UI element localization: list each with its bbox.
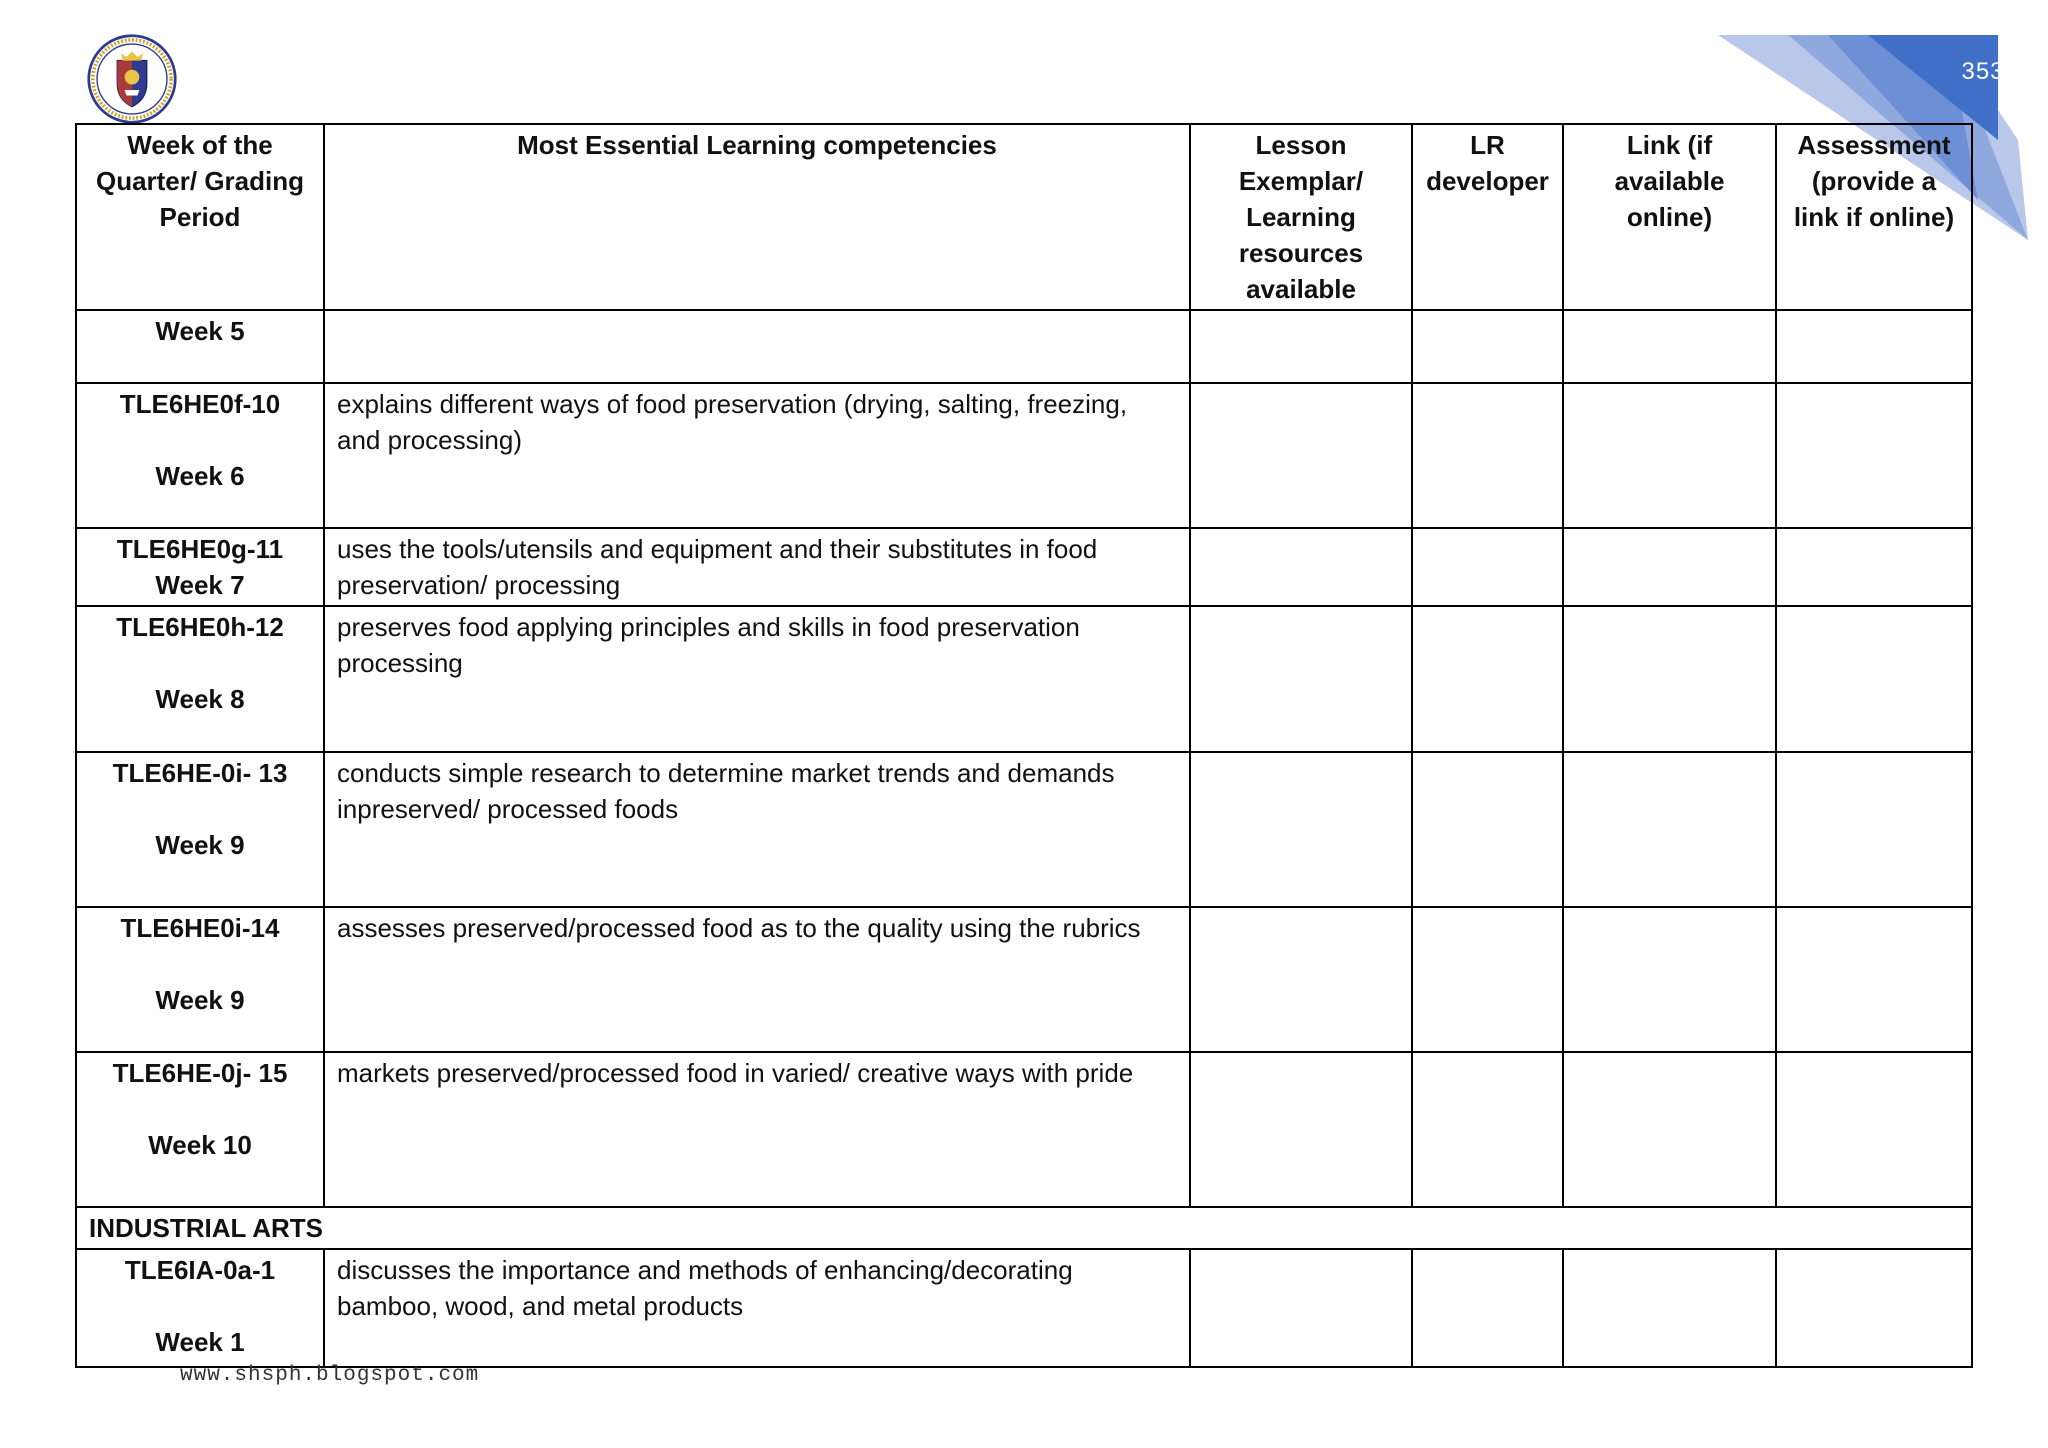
week-label: Week 8 [155, 684, 245, 714]
header-lr-developer: LR developer [1412, 124, 1563, 310]
empty-cell [1190, 1052, 1412, 1207]
competency-cell: preserves food applying principles and skills in food preservation processing [324, 606, 1190, 752]
week-label: Week 9 [155, 830, 245, 860]
competency-code: TLE6HE0i-14 [120, 913, 280, 943]
empty-cell [1190, 528, 1412, 606]
week-cell [76, 752, 324, 907]
competency-code: TLE6IA-0a-1 [124, 1255, 276, 1285]
empty-cell [1190, 606, 1412, 752]
week-label: Week 9 [155, 985, 245, 1015]
competency-code: TLE6HE-0i- 13 [112, 758, 288, 788]
header-lesson-exemplar: Lesson Exemplar/ Learning resources available [1190, 124, 1412, 310]
competency-cell: discusses the importance and methods of enhancing/decorating bamboo, wood, and metal products [324, 1249, 1190, 1367]
empty-cell [1412, 383, 1563, 528]
empty-cell [1412, 606, 1563, 752]
week-cell [76, 907, 324, 1052]
empty-cell [1190, 752, 1412, 907]
table-row [76, 752, 1972, 907]
empty-cell [1412, 1249, 1563, 1367]
empty-cell [1563, 907, 1776, 1052]
competency-code: TLE6HE0f-10 [119, 389, 281, 419]
table-header-row [76, 124, 1972, 310]
header-assessment: Assessment (provide a link if online) [1776, 124, 1972, 310]
footer-url: www.shsph.blogspot.com [180, 1364, 480, 1387]
empty-cell [1776, 1052, 1972, 1207]
empty-cell [1563, 383, 1776, 528]
empty-cell [1776, 310, 1972, 383]
empty-cell [1412, 310, 1563, 383]
week-label: Week 5 [155, 316, 245, 346]
empty-cell [1563, 1052, 1776, 1207]
empty-cell [1190, 383, 1412, 528]
competency-code: TLE6HE0h-12 [116, 612, 284, 642]
empty-cell [1776, 606, 1972, 752]
page-number: 353 [1961, 58, 2005, 85]
week-label: Week 10 [148, 1130, 252, 1160]
header-link: Link (if available online) [1563, 124, 1776, 310]
empty-cell [1412, 907, 1563, 1052]
empty-cell [1776, 907, 1972, 1052]
empty-cell [1190, 1249, 1412, 1367]
table-row [76, 310, 1972, 383]
empty-cell [1563, 528, 1776, 606]
competency-table [75, 123, 1973, 1368]
header-week: Week of the Quarter/ Grading Period [76, 124, 324, 310]
week-cell [76, 1249, 324, 1367]
week-label: Week 6 [155, 461, 245, 491]
competency-cell: conducts simple research to determine market trends and demands inpreserved/ processed foods [324, 752, 1190, 907]
empty-cell [1412, 752, 1563, 907]
empty-cell [1412, 528, 1563, 606]
week-cell [76, 528, 324, 606]
competency-cell: assesses preserved/processed food as to the quality using the rubrics [324, 907, 1190, 1052]
empty-cell [1563, 752, 1776, 907]
week-cell [76, 606, 324, 752]
empty-cell [1563, 310, 1776, 383]
table-row [76, 383, 1972, 528]
empty-cell [1190, 310, 1412, 383]
table-row [76, 907, 1972, 1052]
empty-cell [1563, 1249, 1776, 1367]
week-cell [76, 310, 324, 383]
week-cell [76, 1052, 324, 1207]
empty-cell [1776, 528, 1972, 606]
week-label: Week 7 [155, 570, 245, 600]
competency-cell: markets preserved/processed food in varied/ creative ways with pride [324, 1052, 1190, 1207]
table-row [76, 1052, 1972, 1207]
header-competencies: Most Essential Learning competencies [324, 124, 1190, 310]
week-label: Week 1 [155, 1327, 245, 1357]
table-row [76, 1249, 1972, 1367]
competency-cell: explains different ways of food preservation (drying, salting, freezing, and processing) [324, 383, 1190, 528]
section-heading: INDUSTRIAL ARTS [76, 1207, 1972, 1249]
empty-cell [1190, 907, 1412, 1052]
table-row [76, 528, 1972, 606]
empty-cell [1776, 383, 1972, 528]
competency-code: TLE6HE-0j- 15 [112, 1058, 288, 1088]
empty-cell [1776, 1249, 1972, 1367]
table-row [76, 606, 1972, 752]
empty-cell [1412, 1052, 1563, 1207]
competency-cell [324, 310, 1190, 383]
deped-seal-logo [86, 33, 178, 125]
competency-cell: uses the tools/utensils and equipment and their substitutes in food preservation/ processing [324, 528, 1190, 606]
section-row [76, 1207, 1972, 1249]
competency-code: TLE6HE0g-11 [116, 534, 284, 564]
empty-cell [1563, 606, 1776, 752]
week-cell [76, 383, 324, 528]
empty-cell [1776, 752, 1972, 907]
